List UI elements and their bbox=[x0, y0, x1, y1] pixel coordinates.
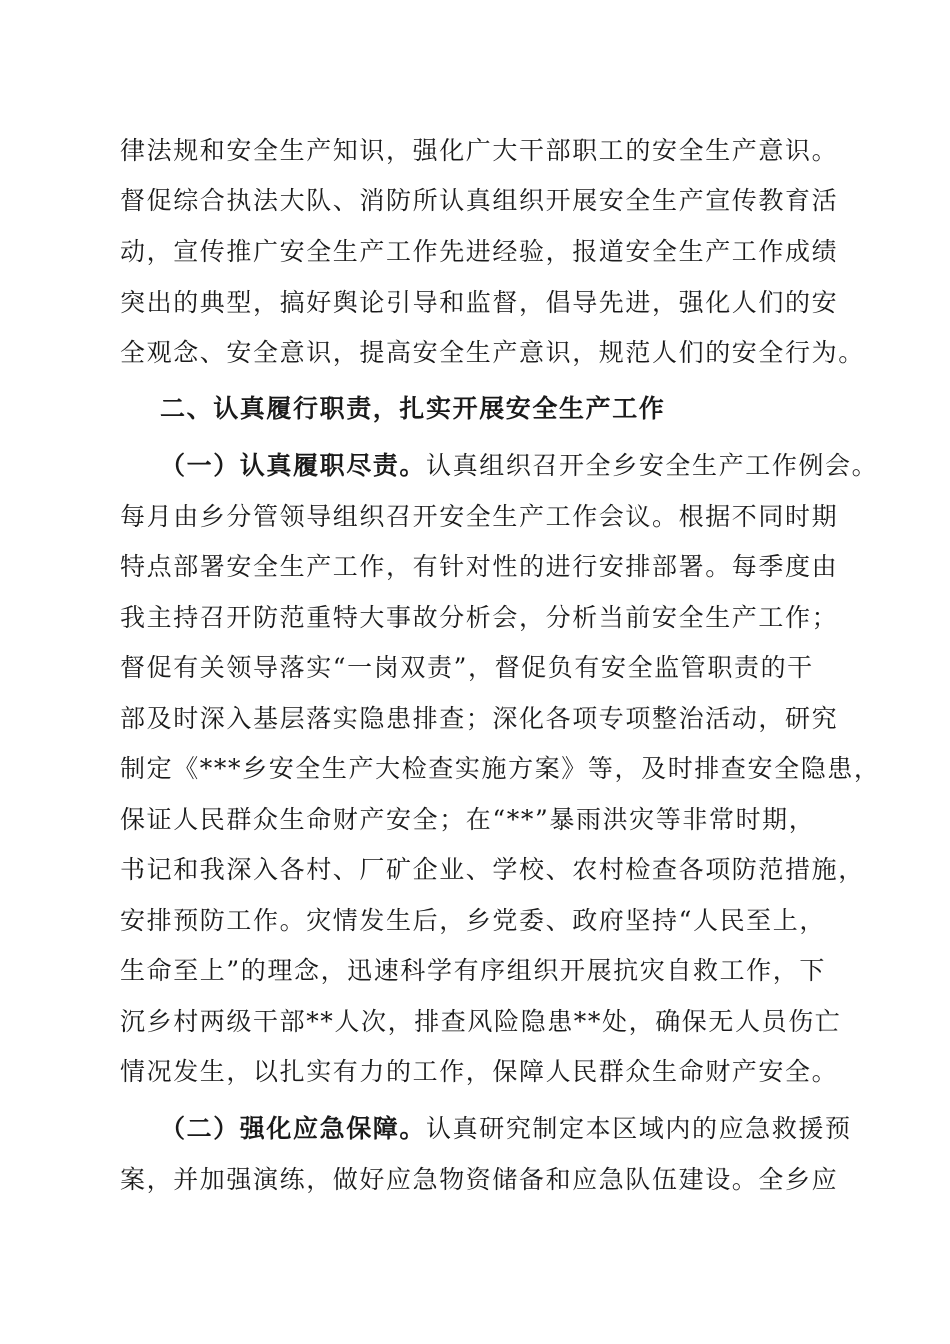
paragraph-line: 督促综合执法大队、消防所认真组织开展安全生产宣传教育活 bbox=[120, 186, 839, 215]
section-heading: 二、认真履行职责，扎实开展安全生产工作 bbox=[160, 394, 666, 423]
paragraph-line: 律法规和安全生产知识，强化广大干部职工的安全生产意识。 bbox=[120, 136, 839, 165]
paragraph-line: 沉乡村两级干部**人次，排查风险隐患**处，确保无人员伤亡 bbox=[120, 1007, 842, 1036]
paragraph-line: 情况发生，以扎实有力的工作，保障人民群众生命财产安全。 bbox=[120, 1057, 839, 1086]
paragraph-line: 制定《***乡安全生产大检查实施方案》等，及时排查安全隐患， bbox=[120, 754, 881, 783]
paragraph-line: 我主持召开防范重特大事故分析会，分析当前安全生产工作； bbox=[120, 603, 839, 632]
paragraph-line: 动，宣传推广安全生产工作先进经验，报道安全生产工作成绩 bbox=[120, 237, 839, 266]
subsection-heading: （二）强化应急保障。 bbox=[160, 1114, 427, 1143]
paragraph-line: 督促有关领导落实“一岗双责”，督促负有安全监管职责的干 bbox=[120, 653, 814, 682]
paragraph-text: 认真研究制定本区域内的应急救援预 bbox=[426, 1114, 852, 1143]
paragraph-line: 特点部署安全生产工作，有针对性的进行安排部署。每季度由 bbox=[120, 552, 839, 581]
paragraph-line: 案，并加强演练，做好应急物资储备和应急队伍建设。全乡应 bbox=[120, 1165, 839, 1194]
paragraph-line bbox=[160, 1114, 900, 1144]
paragraph-line: 书记和我深入各村、厂矿企业、学校、农村检查各项防范措施， bbox=[120, 855, 865, 884]
paragraph-line: 部及时深入基层落实隐患排查；深化各项专项整治活动，研究 bbox=[120, 704, 839, 733]
paragraph-line: 突出的典型，搞好舆论引导和监督，倡导先进，强化人们的安 bbox=[120, 288, 839, 317]
paragraph-line: 生命至上”的理念，迅速科学有序组织开展抗灾自救工作，下 bbox=[120, 956, 826, 985]
paragraph-line: 全观念、安全意识，提高安全生产意识，规范人们的安全行为。 bbox=[120, 338, 865, 367]
paragraph-line bbox=[160, 451, 900, 481]
subsection-heading: （一）认真履职尽责。 bbox=[160, 451, 427, 480]
paragraph-line: 安排预防工作。灾情发生后，乡党委、政府坚持“人民至上， bbox=[120, 906, 826, 935]
paragraph-text: 认真组织召开全乡安全生产工作例会。 bbox=[426, 451, 879, 480]
paragraph-line: 每月由乡分管领导组织召开安全生产工作会议。根据不同时期 bbox=[120, 502, 839, 531]
paragraph-line: 保证人民群众生命财产安全；在“**”暴雨洪灾等非常时期， bbox=[120, 805, 816, 834]
